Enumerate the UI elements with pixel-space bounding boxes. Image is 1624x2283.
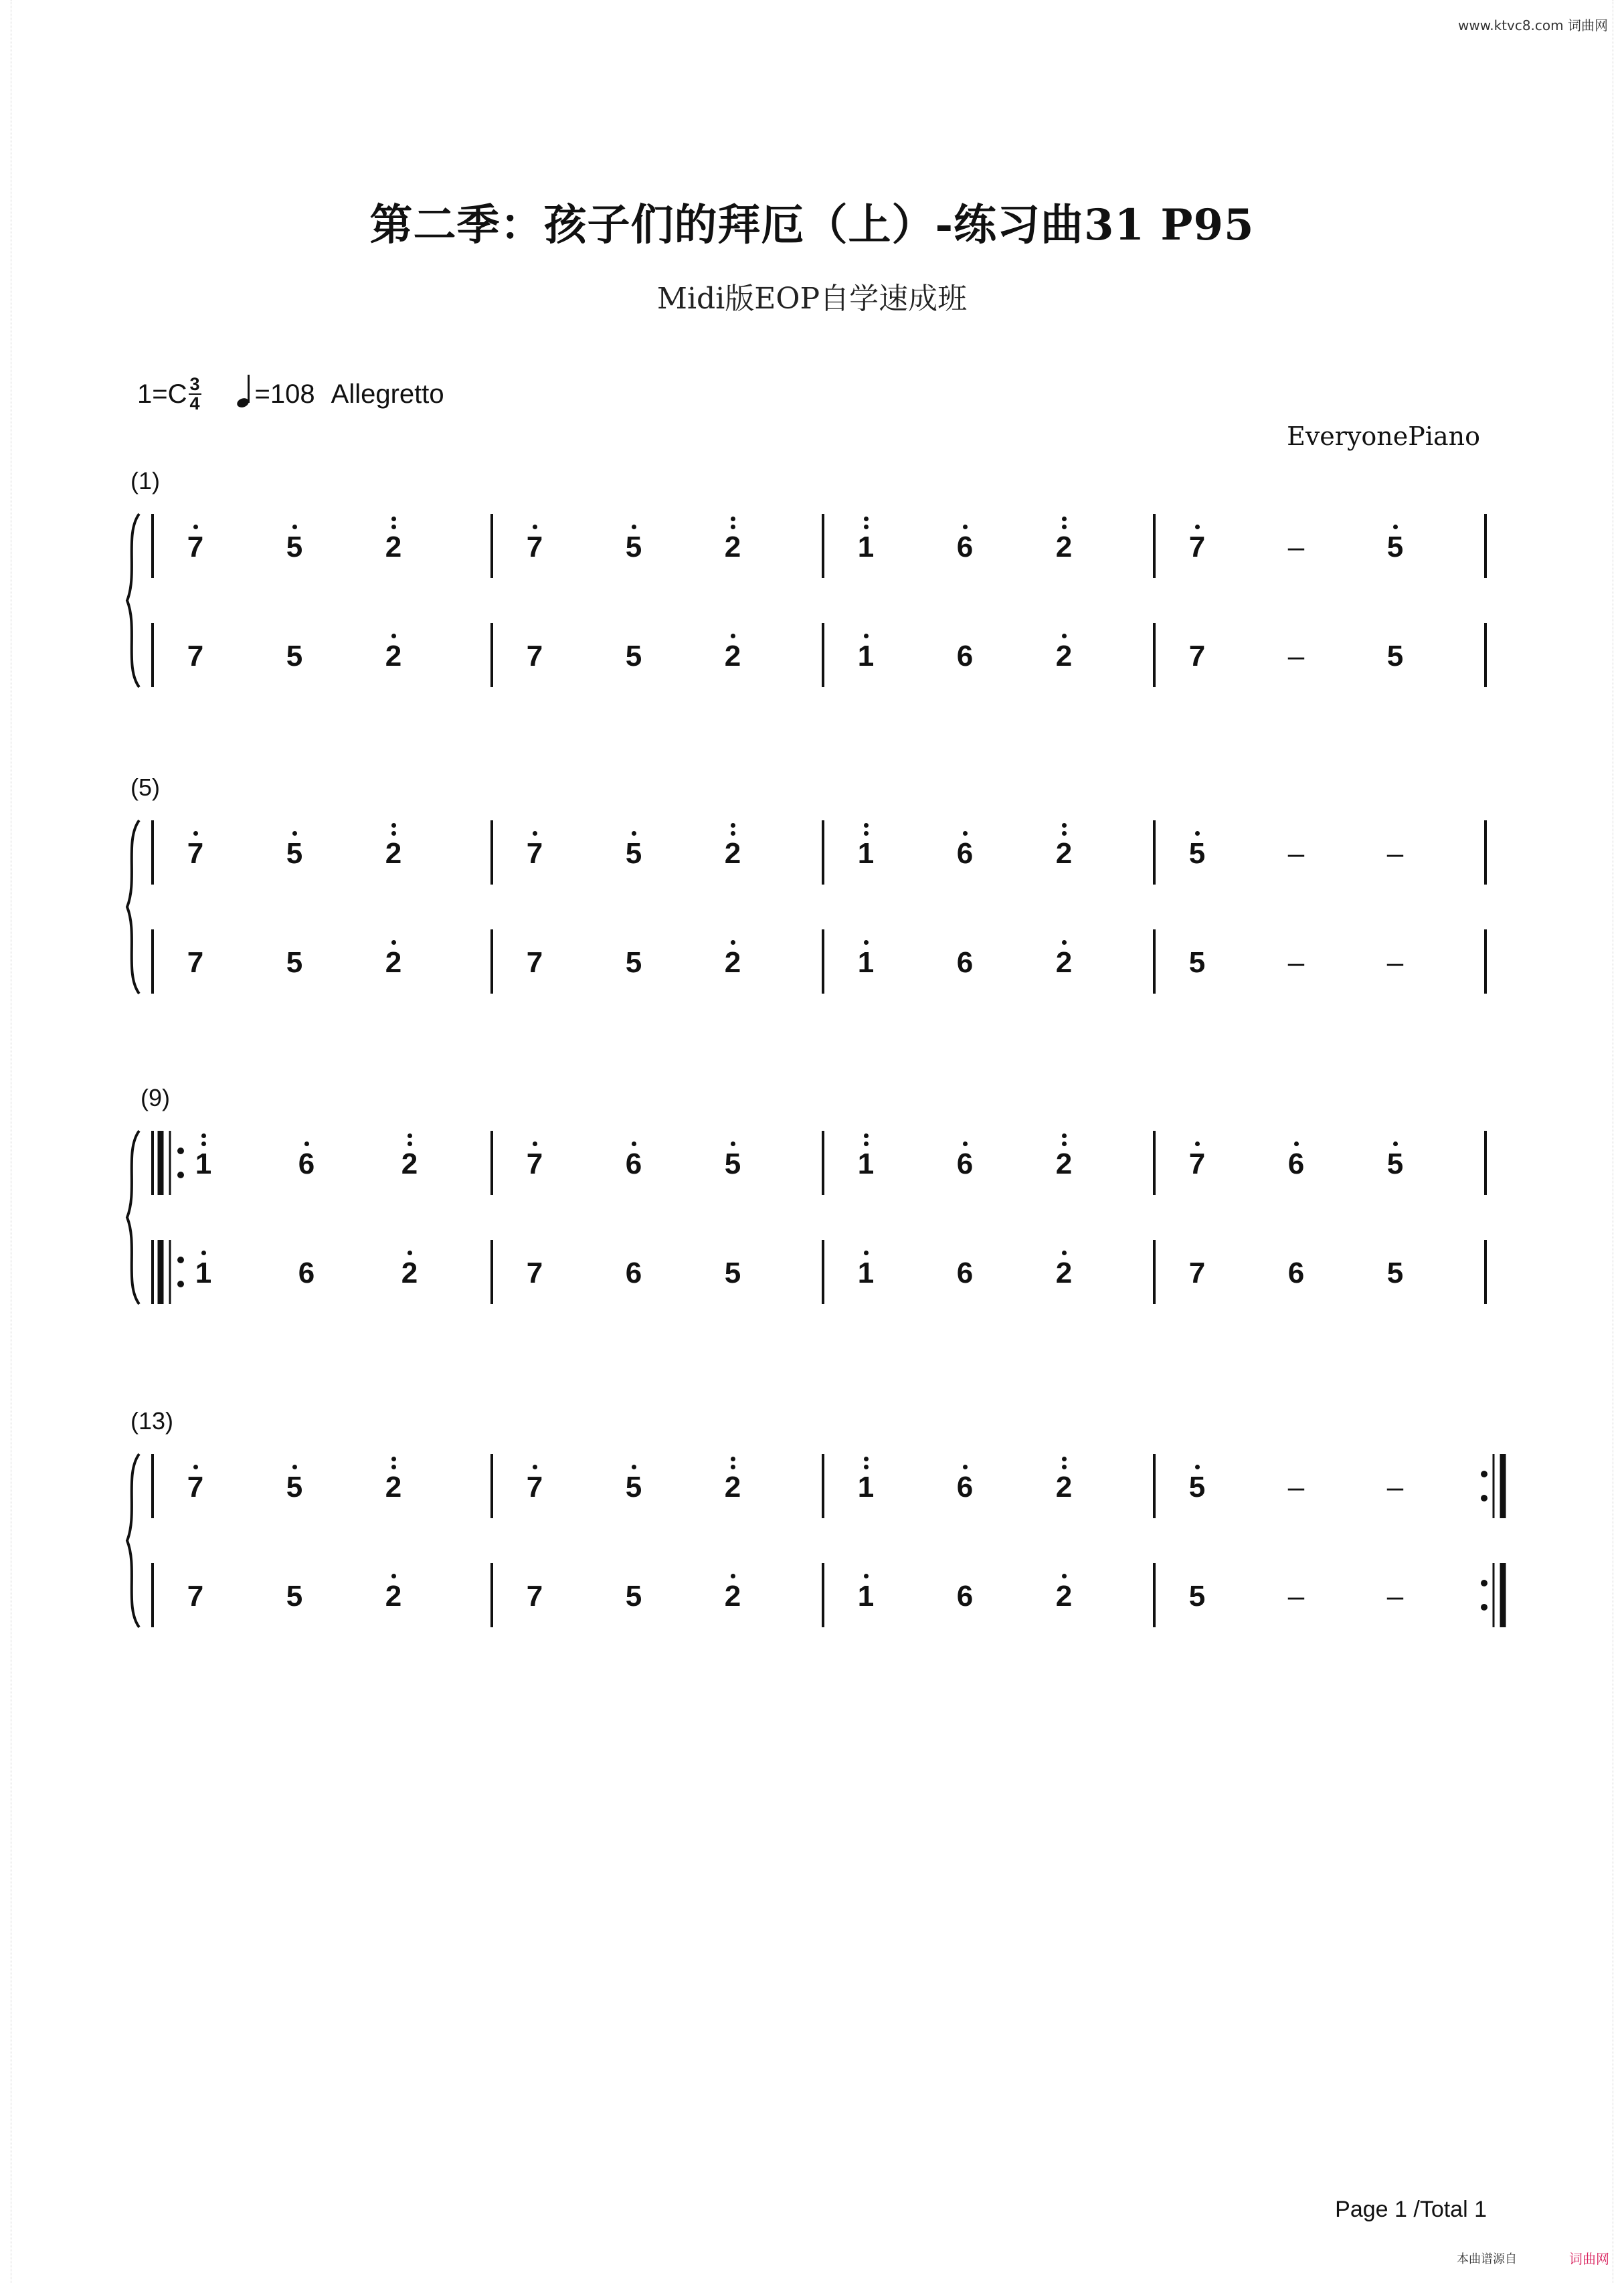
- jianpu-note: 2: [724, 640, 741, 672]
- site-name: 词曲网: [1568, 17, 1608, 33]
- jianpu-note: 2: [1055, 531, 1073, 563]
- octave-dot: [391, 1574, 396, 1578]
- jianpu-note: 1: [857, 1580, 875, 1613]
- octave-dot: [1393, 525, 1398, 529]
- page-subtitle: Midi版EOP自学速成班: [656, 282, 968, 316]
- jianpu-note: 1: [195, 1148, 212, 1180]
- octave-dot: [1195, 525, 1200, 529]
- octave-dot: [632, 1142, 636, 1146]
- jianpu-note: 6: [1287, 1257, 1305, 1289]
- repeat-dot: [177, 1281, 184, 1287]
- octave-dot: [533, 1465, 537, 1469]
- system-lines: [0, 814, 1624, 1014]
- jianpu-note: 2: [1055, 837, 1073, 870]
- jianpu-note: 2: [1055, 1257, 1073, 1289]
- jianpu-note: 7: [1188, 1257, 1206, 1289]
- repeat-dot: [177, 1257, 184, 1263]
- repeat-dot: [177, 1172, 184, 1178]
- octave-dot: [193, 525, 198, 529]
- jianpu-note: 5: [625, 1580, 642, 1613]
- jianpu-note: 1: [195, 1257, 212, 1289]
- brace: [127, 1131, 139, 1304]
- octave-dot: [533, 525, 537, 529]
- jianpu-note: 1: [857, 1257, 875, 1289]
- jianpu-note: 5: [625, 837, 642, 870]
- octave-dot: [391, 525, 396, 529]
- sustain-dash: –: [1287, 1580, 1305, 1613]
- jianpu-note: 7: [526, 1148, 543, 1180]
- octave-dot: [864, 525, 869, 529]
- octave-dot: [731, 1465, 735, 1469]
- octave-dot: [731, 634, 735, 638]
- key-signature: 1=C: [137, 379, 187, 409]
- jianpu-note: 5: [286, 640, 303, 672]
- octave-dot: [864, 940, 869, 945]
- jianpu-note: 5: [1188, 946, 1206, 979]
- octave-dot: [963, 831, 968, 836]
- octave-dot: [408, 1142, 412, 1146]
- octave-dot: [292, 525, 297, 529]
- source-text: 本曲谱源自: [1457, 2252, 1517, 2266]
- jianpu-note: 6: [1287, 1148, 1305, 1180]
- jianpu-note: 5: [1386, 531, 1404, 563]
- jianpu-note: 5: [1188, 1471, 1206, 1503]
- arranger: EveryonePiano: [1287, 422, 1480, 451]
- system-lines: [0, 1124, 1624, 1325]
- jianpu-note: 6: [956, 531, 974, 563]
- sustain-dash: –: [1386, 1471, 1404, 1503]
- octave-dot: [1062, 1574, 1067, 1578]
- jianpu-note: 2: [385, 1471, 402, 1503]
- octave-dot: [1062, 940, 1067, 945]
- octave-dot: [731, 1574, 735, 1578]
- jianpu-note: 7: [187, 1471, 204, 1503]
- brace: [127, 514, 139, 687]
- repeat-dot: [1481, 1580, 1487, 1586]
- jianpu-note: 5: [625, 531, 642, 563]
- jianpu-note: 5: [1386, 1257, 1404, 1289]
- jianpu-note: 5: [625, 946, 642, 979]
- jianpu-note: 6: [956, 837, 974, 870]
- jianpu-note: 2: [1055, 640, 1073, 672]
- jianpu-note: 6: [956, 946, 974, 979]
- jianpu-note: 6: [956, 640, 974, 672]
- octave-dot: [963, 1465, 968, 1469]
- sustain-dash: –: [1287, 1471, 1305, 1503]
- jianpu-note: 7: [526, 1257, 543, 1289]
- brace: [127, 1454, 139, 1627]
- octave-dot: [1195, 1465, 1200, 1469]
- jianpu-note: 5: [286, 531, 303, 563]
- repeat-dot: [1481, 1495, 1487, 1501]
- octave-dot: [731, 525, 735, 529]
- jianpu-note: 6: [298, 1257, 315, 1289]
- octave-dot: [864, 823, 869, 828]
- sustain-dash: –: [1386, 1580, 1404, 1613]
- octave-dot: [391, 517, 396, 521]
- sustain-dash: –: [1287, 837, 1305, 870]
- octave-dot: [1062, 1465, 1067, 1469]
- jianpu-note: 7: [1188, 1148, 1206, 1180]
- jianpu-note: 2: [385, 640, 402, 672]
- jianpu-note: 7: [1188, 640, 1206, 672]
- jianpu-note: 5: [724, 1257, 741, 1289]
- repeat-dot: [177, 1148, 184, 1154]
- jianpu-note: 7: [526, 531, 543, 563]
- jianpu-note: 1: [857, 946, 875, 979]
- jianpu-note: 2: [724, 837, 741, 870]
- octave-dot: [864, 831, 869, 836]
- page-title: 第二季：孩子们的拜厄（上）-练习曲31 P95: [369, 200, 1255, 250]
- octave-dot: [201, 1251, 206, 1255]
- octave-dot: [1393, 1142, 1398, 1146]
- jianpu-note: 5: [625, 640, 642, 672]
- octave-dot: [731, 517, 735, 521]
- sustain-dash: –: [1386, 946, 1404, 979]
- octave-dot: [533, 1142, 537, 1146]
- octave-dot: [1195, 1142, 1200, 1146]
- jianpu-note: 1: [857, 640, 875, 672]
- brace: [127, 820, 139, 994]
- sustain-dash: –: [1287, 531, 1305, 563]
- jianpu-note: 2: [1055, 1580, 1073, 1613]
- octave-dot: [304, 1142, 309, 1146]
- jianpu-note: 2: [385, 946, 402, 979]
- jianpu-note: 2: [724, 1580, 741, 1613]
- jianpu-note: 6: [625, 1257, 642, 1289]
- octave-dot: [864, 1251, 869, 1255]
- jianpu-note: 2: [1055, 1471, 1073, 1503]
- jianpu-note: 6: [956, 1257, 974, 1289]
- site-url[interactable]: www.ktvc8.com: [1457, 17, 1564, 33]
- jianpu-note: 2: [724, 1471, 741, 1503]
- measure-number: (13): [130, 1407, 174, 1435]
- repeat-dot: [1481, 1471, 1487, 1477]
- octave-dot: [864, 634, 869, 638]
- jianpu-note: 6: [956, 1148, 974, 1180]
- jianpu-note: 7: [526, 837, 543, 870]
- octave-dot: [731, 940, 735, 945]
- octave-dot: [391, 634, 396, 638]
- octave-dot: [292, 1465, 297, 1469]
- jianpu-note: 6: [625, 1148, 642, 1180]
- octave-dot: [963, 525, 968, 529]
- octave-dot: [408, 1251, 412, 1255]
- octave-dot: [864, 1465, 869, 1469]
- octave-dot: [391, 823, 396, 828]
- jianpu-note: 2: [401, 1148, 418, 1180]
- jianpu-note: 7: [187, 1580, 204, 1613]
- jianpu-note: 1: [857, 1148, 875, 1180]
- jianpu-note: 7: [1188, 531, 1206, 563]
- jianpu-note: 1: [857, 1471, 875, 1503]
- octave-dot: [1062, 831, 1067, 836]
- octave-dot: [533, 831, 537, 836]
- octave-dot: [391, 1457, 396, 1461]
- octave-dot: [632, 831, 636, 836]
- jianpu-note: 2: [1055, 1148, 1073, 1180]
- octave-dot: [864, 1133, 869, 1138]
- jianpu-note: 1: [857, 531, 875, 563]
- jianpu-note: 2: [385, 1580, 402, 1613]
- jianpu-note: 5: [286, 1471, 303, 1503]
- sustain-dash: –: [1287, 946, 1305, 979]
- octave-dot: [193, 831, 198, 836]
- jianpu-note: 7: [187, 946, 204, 979]
- jianpu-note: 5: [286, 946, 303, 979]
- jianpu-note: 5: [286, 1580, 303, 1613]
- octave-dot: [1062, 1133, 1067, 1138]
- jianpu-note: 5: [625, 1471, 642, 1503]
- jianpu-note: 5: [286, 837, 303, 870]
- jianpu-note: 7: [526, 640, 543, 672]
- octave-dot: [391, 1465, 396, 1469]
- system-lines: [0, 1447, 1624, 1648]
- jianpu-note: 2: [724, 531, 741, 563]
- tempo-value: =108: [254, 379, 315, 409]
- octave-dot: [1062, 517, 1067, 521]
- octave-dot: [731, 1142, 735, 1146]
- jianpu-note: 7: [526, 1471, 543, 1503]
- jianpu-note: 5: [1386, 1148, 1404, 1180]
- jianpu-note: 1: [857, 837, 875, 870]
- octave-dot: [1062, 1251, 1067, 1255]
- time-signature-numerator: 3: [189, 374, 200, 394]
- measure-number: (5): [130, 773, 160, 801]
- jianpu-note: 5: [1188, 837, 1206, 870]
- octave-dot: [731, 1457, 735, 1461]
- page-info: Page 1 /Total 1: [1335, 2197, 1487, 2222]
- jianpu-note: 5: [1188, 1580, 1206, 1613]
- jianpu-note: 7: [187, 531, 204, 563]
- octave-dot: [201, 1133, 206, 1138]
- jianpu-note: 2: [385, 837, 402, 870]
- octave-dot: [1062, 525, 1067, 529]
- jianpu-note: 7: [187, 837, 204, 870]
- octave-dot: [201, 1142, 206, 1146]
- octave-dot: [1062, 1142, 1067, 1146]
- octave-dot: [391, 831, 396, 836]
- jianpu-note: 6: [956, 1580, 974, 1613]
- jianpu-note: 7: [526, 946, 543, 979]
- octave-dot: [731, 823, 735, 828]
- measure-number: (9): [141, 1084, 170, 1111]
- jianpu-note: 7: [187, 640, 204, 672]
- octave-dot: [1062, 823, 1067, 828]
- octave-dot: [632, 1465, 636, 1469]
- sustain-dash: –: [1287, 640, 1305, 672]
- octave-dot: [963, 1142, 968, 1146]
- system-lines: [0, 507, 1624, 708]
- jianpu-note: 2: [385, 531, 402, 563]
- octave-dot: [864, 1457, 869, 1461]
- jianpu-note: 2: [401, 1257, 418, 1289]
- octave-dot: [1294, 1142, 1299, 1146]
- octave-dot: [1062, 1457, 1067, 1461]
- octave-dot: [1195, 831, 1200, 836]
- octave-dot: [731, 831, 735, 836]
- octave-dot: [408, 1133, 412, 1138]
- octave-dot: [292, 831, 297, 836]
- jianpu-note: 6: [298, 1148, 315, 1180]
- octave-dot: [864, 1142, 869, 1146]
- measure-number: (1): [130, 467, 160, 494]
- tempo-marking: Allegretto: [331, 379, 444, 409]
- repeat-dot: [1481, 1604, 1487, 1611]
- jianpu-note: 2: [1055, 946, 1073, 979]
- octave-dot: [193, 1465, 198, 1469]
- sustain-dash: –: [1386, 837, 1404, 870]
- jianpu-note: 6: [956, 1471, 974, 1503]
- octave-dot: [391, 940, 396, 945]
- time-signature-denominator: 4: [189, 393, 200, 414]
- octave-dot: [864, 517, 869, 521]
- jianpu-note: 2: [724, 946, 741, 979]
- site-logo[interactable]: 词曲网: [1569, 2251, 1609, 2267]
- jianpu-note: 5: [1386, 640, 1404, 672]
- octave-dot: [632, 525, 636, 529]
- jianpu-note: 7: [526, 1580, 543, 1613]
- jianpu-note: 5: [724, 1148, 741, 1180]
- octave-dot: [864, 1574, 869, 1578]
- octave-dot: [1062, 634, 1067, 638]
